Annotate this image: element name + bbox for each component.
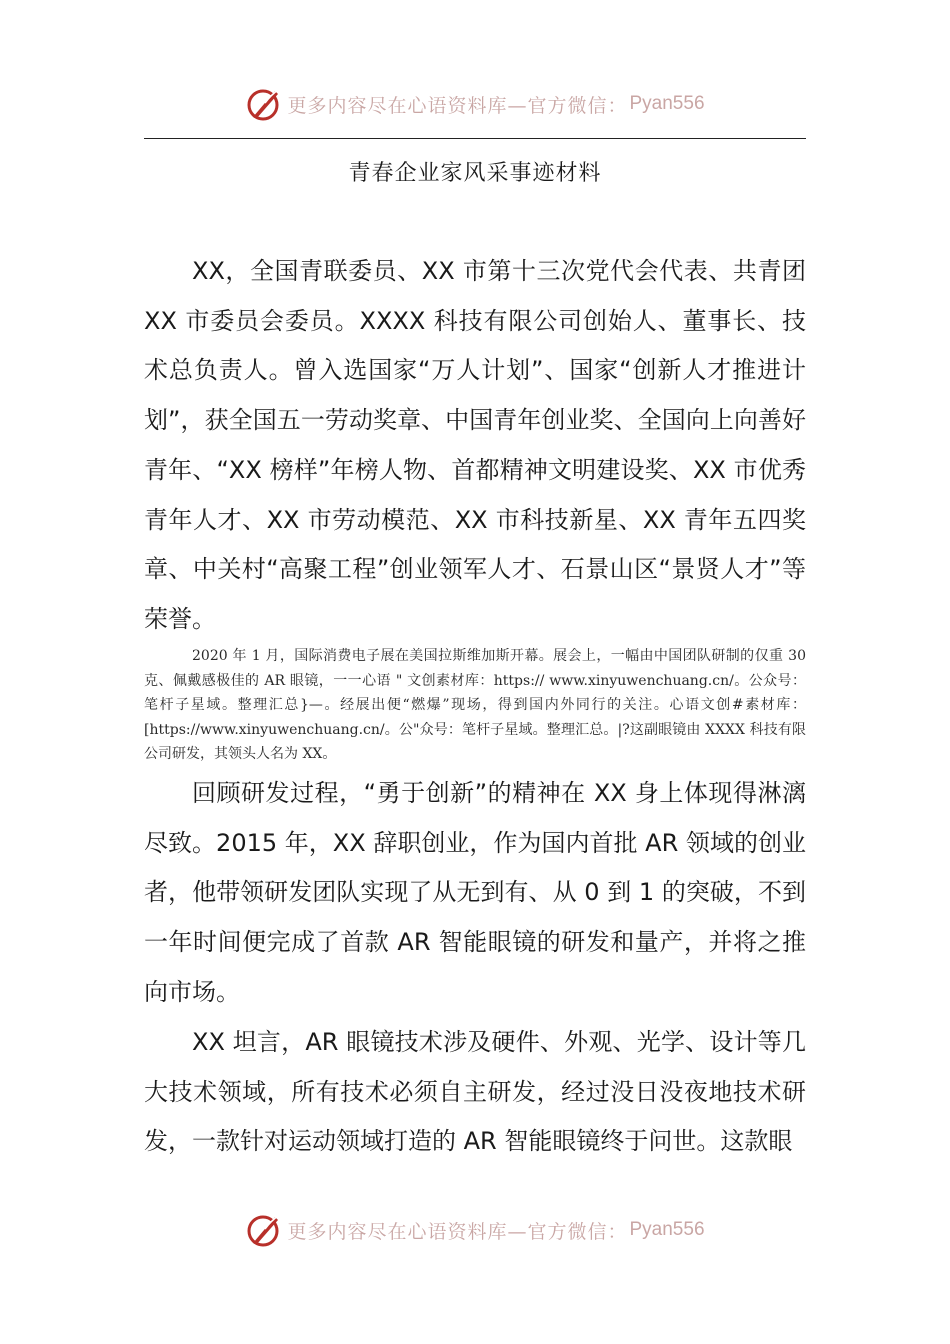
- paragraph-1: [144, 247, 806, 645]
- paragraph-3-text: XX 坦言，AR 眼镜技术涉及硬件、外观、光学、设计等几大技术领域，所有技术必须自主研发，经过没日没夜地技术研发，一款针对运动领域打造的 AR 智能眼镜终于问世。这款眼: [144, 1028, 806, 1156]
- header-banner: [0, 82, 950, 126]
- header-banner-text: 更多内容尽在心语资料库—官方微信：: [287, 94, 628, 117]
- header-banner-handle: Pyan556: [629, 93, 705, 114]
- footer-banner: [0, 1208, 950, 1252]
- document-title: 青春企业家风采事迹材料: [348, 161, 602, 186]
- paragraph-1-text: XX，全国青联委员、XX 市第十三次党代会代表、共青团 XX 市委员会委员。XXXX 科技有限公司创始人、董事长、技术总负责人。曾入选国家“万人计划”、国家“创新人才推进计划”，获全国五一劳动奖章、中国青年创业奖、全国向上向善好青年、“XX 榜样”年榜人物、首都精神文明建设奖、XX 市优秀青年人才、XX 市劳动模范、XX 市科技新星、XX 青年五四奖章、中关村“高聚工程”创业领军人才、石景山区“景贤人才”等荣誉。: [144, 257, 806, 633]
- paragraph-2: [144, 769, 806, 1018]
- small-paragraph-text: 2020 年 1 月，国际消费电子展在美国拉斯维加斯开幕。展会上，一幅由中国团队研制的仅重 30 克、佩戴感极佳的 AR 眼镜，一一心语 " 文创素材库：https:// www.xinyuwenchuang.cn/。公众号：笔杆子星域。整理汇总}—。经展出便“燃爆”现场，得到国内外同行的关注。心语文创#素材库：[https://www.xinyuwenchuang.cn/。公"众号：笔杆子星域。整理汇总。|?这副眼镜由 XXXX 科技有限公司研发，其领头人名为 XX。: [144, 648, 806, 763]
- paragraph-3: [144, 1018, 806, 1167]
- paragraph-2-text: 回顾研发过程，“勇于创新”的精神在 XX 身上体现得淋漓尽致。2015 年，XX 辞职创业，作为国内首批 AR 领域的创业者，他带领研发团队实现了从无到有、从 0 到 1 的突破，不到一年时间便完成了首款 AR 智能眼镜的研发和量产，并将之推向市场。: [144, 779, 806, 1006]
- small-paragraph: [144, 644, 806, 767]
- header-divider: [144, 138, 806, 139]
- footer-banner-text: 更多内容尽在心语资料库—官方微信：: [287, 1220, 628, 1243]
- footer-banner-handle: Pyan556: [629, 1219, 705, 1240]
- quill-logo-icon: [245, 85, 283, 123]
- quill-logo-icon: [245, 1211, 283, 1249]
